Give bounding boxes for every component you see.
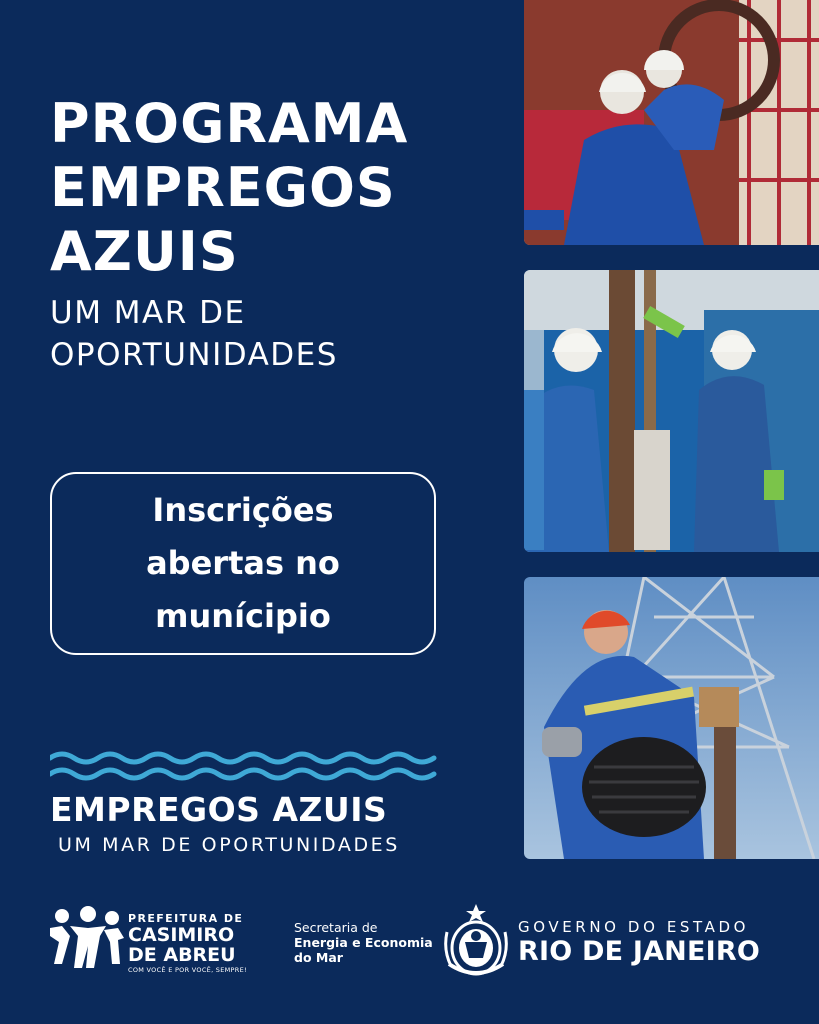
logo-name-part2: AZUIS (272, 790, 388, 829)
secretaria-text (294, 920, 433, 965)
prefeitura-line-3: DE ABREU (128, 944, 236, 966)
program-subtitle (50, 292, 338, 376)
program-title (50, 92, 480, 284)
callout-line-3: munícipio (155, 597, 331, 635)
title-line-1: PROGRAMA (50, 92, 409, 155)
registration-callout (50, 472, 436, 655)
photo-1-illustration (524, 0, 819, 245)
secretaria-line-3: do Mar (294, 950, 343, 965)
prefeitura-text (128, 912, 247, 974)
logo-name-part1: EMPREGOS (50, 790, 261, 829)
program-logo-tagline: UM MAR DE OPORTUNIDADES (58, 834, 400, 856)
governo-line-1: GOVERNO DO ESTADO (518, 918, 750, 936)
title-line-3: AZUIS (50, 220, 239, 283)
secretaria-line-2: Energia e Economia (294, 935, 433, 950)
prefeitura-line-1: PREFEITURA DE (128, 912, 244, 925)
subtitle-line-2: OPORTUNIDADES (50, 337, 338, 373)
subtitle-line-1: UM MAR DE (50, 295, 246, 331)
rig-worker-low-angle-photo (524, 577, 819, 859)
prefeitura-line-2: CASIMIRO (128, 924, 235, 946)
photo-3-illustration (524, 577, 819, 859)
oil-rig-workers-photo (524, 0, 819, 245)
prefeitura-slogan: COM VOCÊ E POR VOCÊ, SEMPRE! (128, 966, 247, 974)
governo-text (518, 918, 760, 968)
waves-icon (50, 748, 438, 788)
drilling-workers-photo (524, 270, 819, 552)
photo-2-illustration (524, 270, 819, 552)
secretaria-line-1: Secretaria de (294, 920, 378, 935)
governo-line-2: RIO DE JANEIRO (518, 936, 761, 967)
title-line-2: EMPREGOS (50, 156, 396, 219)
callout-line-2: abertas no (146, 544, 340, 582)
callout-line-1: Inscrições (152, 491, 334, 529)
people-icon (48, 906, 126, 974)
program-logo-name (50, 790, 438, 829)
state-coat-of-arms-icon (443, 902, 509, 982)
